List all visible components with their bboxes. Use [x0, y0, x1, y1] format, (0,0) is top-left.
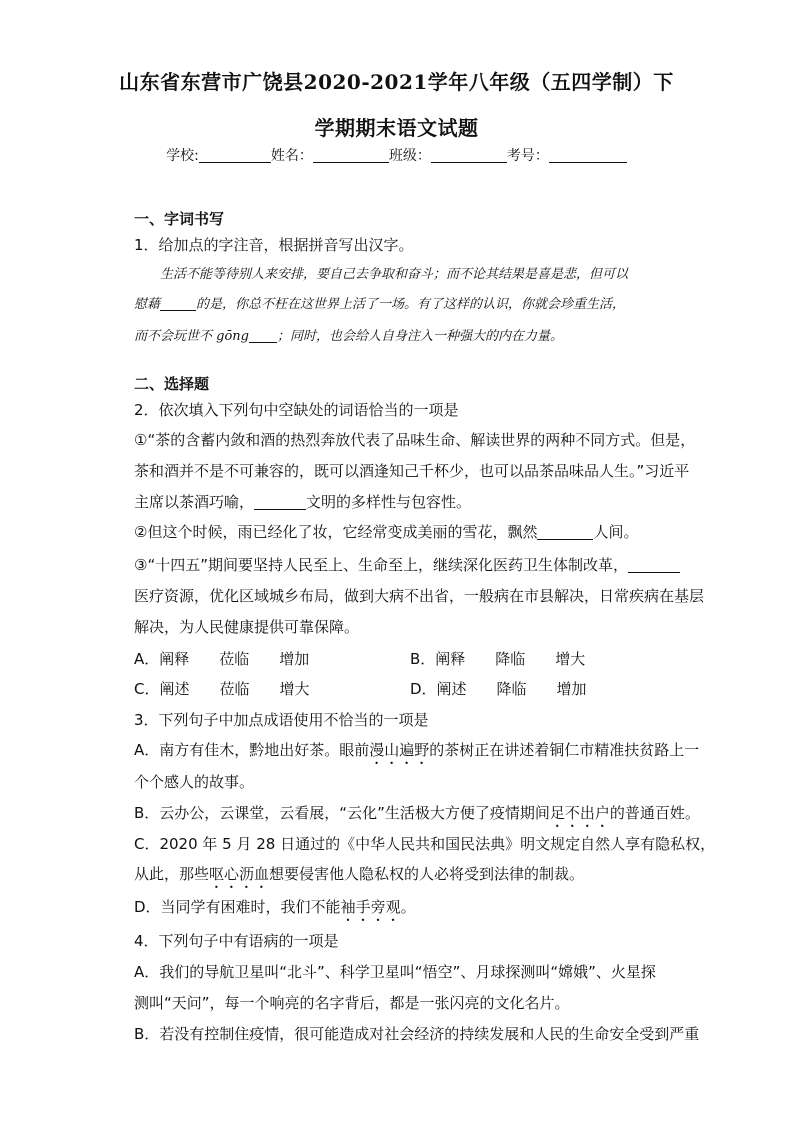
q3-d-text2: 。 — [400, 898, 416, 916]
q1-prompt: 1．给加点的字注音，根据拼音写出汉字。 — [134, 236, 414, 254]
q3-option-c-line1[interactable]: C．2020 年 5 月 28 日通过的《中华人民共和国民法典》明文规定自然人享有隐私权， — [134, 835, 716, 853]
class-label: 班级： — [388, 148, 431, 164]
q3-b-text2: 的普通百姓。 — [609, 804, 700, 822]
q3-option-a-line2: 个个感人的故事。 — [134, 773, 255, 791]
q3-a-idiom: 漫山遍野 — [369, 741, 430, 759]
q2-s3-line2: 医疗资源，优化区域城乡布局，做到大病不出省，一般病在市县解决，日常疾病在基层 — [134, 587, 705, 605]
q2-option-c[interactable]: C．阐述 莅临 增大 — [134, 680, 310, 698]
name-blank[interactable] — [313, 148, 389, 163]
q3-b-idiom: 足不出户 — [549, 804, 610, 822]
q1-word-weijie: 慰藉 — [134, 297, 161, 312]
q3-a-text1: A．南方有佳木，黔地出好茶。眼前 — [134, 741, 370, 759]
q2-s3-line1 — [134, 553, 664, 577]
school-blank[interactable] — [199, 148, 271, 163]
q2-s2-b: 人间。 — [593, 523, 639, 541]
q2-s2-a: ②但这个时候，雨已经化了妆，它经常变成美丽的雪花，飘然 — [134, 523, 538, 541]
q1-blank-1[interactable] — [160, 296, 196, 311]
class-blank[interactable] — [431, 148, 507, 163]
school-label: 学校: — [166, 148, 199, 164]
q3-option-b[interactable] — [134, 801, 700, 831]
q2-s1-line1: ①“茶的含蓄内敛和酒的热烈奔放代表了品味生命、解读世界的两种不同方式。但是， — [134, 431, 696, 449]
number-label: 考号： — [506, 148, 549, 164]
q2-s1-line3 — [134, 490, 664, 514]
q3-prompt: 3．下列句子中加点成语使用不恰当的一项是 — [134, 711, 429, 729]
page-title-line1: 山东省东营市广饶县2020-2021学年八年级（五四学制）下 — [119, 70, 674, 94]
q4-option-a-line1[interactable]: A．我们的导航卫星叫“北斗”、科学卫星叫“悟空”、月球探测叫“嫦娥”、火星探 — [134, 963, 656, 981]
q1-line2-rest: 的是，你总不枉在这世界上活了一场。有了这样的认识，你就会珍重生活， — [196, 297, 626, 312]
q3-d-idiom: 袖手旁观 — [340, 898, 401, 916]
q1-pinyin-gong: 而不会玩世不 gōng — [134, 329, 249, 344]
q2-blank-3[interactable] — [628, 558, 680, 573]
q1-passage-line2 — [134, 293, 664, 317]
q3-d-text1: D．当同学有困难时，我们不能 — [134, 898, 341, 916]
q4-prompt: 4．下列句子中有语病的一项是 — [134, 932, 339, 950]
section2-heading: 二、选择题 — [134, 375, 210, 393]
name-label: 姓名： — [270, 148, 313, 164]
q2-s3-line3: 解决，为人民健康提供可靠保障。 — [134, 618, 360, 636]
q2-prompt: 2．依次填入下列句中空缺处的词语恰当的一项是 — [134, 401, 459, 419]
page-title-line2: 学期期末语文试题 — [314, 116, 479, 140]
q3-option-a-line1[interactable] — [134, 738, 700, 768]
q2-blank-1[interactable] — [254, 495, 306, 510]
q2-option-b[interactable]: B．阐释 降临 增大 — [410, 650, 586, 668]
q3-a-text2: 的茶树正在讲述着铜仁市精准扶贫路上一 — [429, 741, 700, 759]
q2-blank-2[interactable] — [537, 525, 593, 540]
q3-c-idiom: 呕心沥血 — [209, 865, 270, 883]
section1-heading: 一、字词书写 — [134, 210, 225, 228]
q3-b-text1: B．云办公，云课堂，云看展，“云化”生活极大方便了疫情期间 — [134, 804, 550, 822]
number-blank[interactable] — [549, 148, 627, 163]
q3-c-text2: 想要侵害他人隐私权的人必将受到法律的制裁。 — [269, 865, 585, 883]
q2-s1-line2: 茶和酒并不是不可兼容的，既可以酒逢知己千杯少，也可以品茶品味品人生。”习近平 — [134, 462, 690, 480]
q2-s3-line1-text: ③“十四五”期间要坚持人民至上、生命至上，继续深化医药卫生体制改革， — [134, 556, 628, 574]
student-info-row — [0, 145, 793, 165]
q4-option-a-line2: 测叫“天问”，每一个响亮的名字背后，都是一张闪亮的文化名片。 — [134, 994, 570, 1012]
q3-option-c-line2 — [134, 862, 664, 892]
q3-option-d[interactable] — [134, 895, 664, 925]
q4-option-b-line1[interactable]: B．若没有控制住疫情，很可能造成对社会经济的持续发展和人民的生命安全受到严重 — [134, 1025, 700, 1043]
q2-s2 — [134, 520, 664, 544]
q1-passage-line1: 生活不能等待别人来安排，要自己去争取和奋斗；而不论其结果是喜是悲，但可以 — [160, 267, 629, 282]
q1-line3-rest: ；同时，也会给人自身注入一种强大的内在力量。 — [276, 329, 563, 344]
q1-blank-2[interactable] — [249, 328, 277, 343]
q2-option-d[interactable]: D．阐述 降临 增加 — [410, 680, 587, 698]
q2-s1-line3-a: 主席以茶酒巧喻， — [134, 493, 255, 511]
q3-c-text1: 从此，那些 — [134, 865, 210, 883]
q1-passage-line3 — [134, 325, 664, 349]
q2-s1-line3-b: 文明的多样性与包容性。 — [306, 493, 472, 511]
q2-option-a[interactable]: A．阐释 莅临 增加 — [134, 650, 310, 668]
